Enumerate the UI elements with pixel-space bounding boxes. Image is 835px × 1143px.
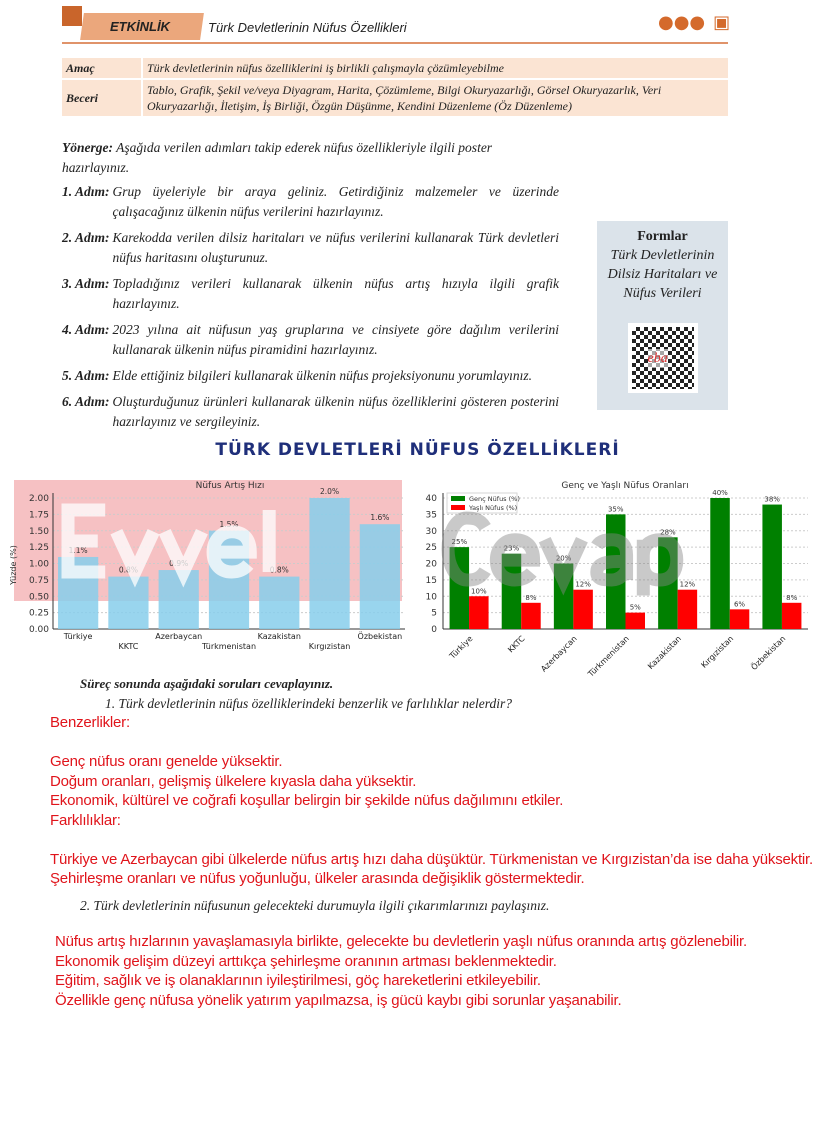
y-tick-label: 1.50 (28, 526, 49, 537)
x-tick-label: Türkmenistan (586, 634, 631, 679)
step-label: 6. Adım: (62, 394, 110, 409)
row-value: Türk devletlerinin nüfus özelliklerini iş birlikli çalışmayla çözümleyebilme (142, 58, 728, 79)
x-tick-label: Azerbaycan (155, 632, 203, 641)
data-label: 6% (733, 600, 746, 609)
data-label: 8% (786, 593, 798, 602)
data-label: 25% (451, 538, 468, 547)
presentation-icon: ▣ (713, 12, 731, 33)
x-tick-label: Özbekistan (357, 632, 403, 641)
data-label: 12% (575, 580, 591, 589)
y-tick-label: 10 (425, 592, 437, 603)
step-text: Elde ettiğiniz bilgileri kullanarak ülkenin nüfus projeksiyonunu yorumlayınız. (112, 368, 532, 383)
step-label: 5. Adım: (62, 368, 110, 383)
data-label: 0.8% (118, 565, 138, 575)
row-value: Tablo, Grafik, Şekil ve/veya Diyagram, Harita, Çözümleme, Bilgi Okuryazarlığı, Görsel Okuryazarlık, Veri Okuryazarlığı, İletişim, İş Birliği, Özgün Düşünme, Kendini Düzenleme (Öz Düzenleme) (142, 79, 728, 117)
y-axis-label: Yüzde (%) (9, 545, 18, 585)
data-label: 40% (712, 489, 728, 497)
bar-old (521, 603, 541, 629)
data-label: 10% (471, 587, 487, 596)
step-item (62, 366, 559, 386)
x-tick-label: Kazakistan (257, 632, 301, 641)
answer-line: Özellikle genç nüfusa yönelik yatırım yapılmazsa, iş gücü kaybı gibi sorunlar yaşanabilir. (55, 991, 622, 1009)
table-row (62, 79, 728, 117)
row-key: Beceri (62, 79, 142, 117)
data-label: 28% (660, 528, 676, 537)
step-item (62, 320, 559, 360)
bar-old (678, 590, 698, 629)
step-item (62, 228, 559, 268)
bar (159, 570, 199, 629)
y-tick-label: 0.25 (28, 608, 49, 619)
data-label: 1.6% (370, 513, 390, 523)
data-label: 12% (679, 580, 696, 589)
step-text: Oluşturduğunuz ürünleri kullanarak ülkenin nüfus özelliklerini gösteren posterini hazırlayınız ve sergileyiniz. (112, 394, 559, 429)
y-tick-label: 0.75 (28, 575, 49, 586)
chart-title: Nüfus Artış Hızı (195, 481, 265, 491)
x-tick-label: Türkiye (447, 634, 475, 661)
x-tick-label: Özbekistan (749, 634, 788, 672)
y-tick-label: 30 (425, 526, 437, 537)
data-label: 5% (629, 603, 641, 612)
bar-young (710, 498, 730, 629)
watermark-glyph (496, 540, 533, 580)
question-1: 1. Türk devletlerinin nüfus özelliklerindeki benzerlik ve farlılıklar nelerdir? (105, 696, 513, 711)
data-label: 8% (525, 593, 537, 602)
answer-line (50, 830, 813, 850)
header-accent-square (62, 6, 82, 26)
bar-old (730, 609, 750, 629)
table-row (62, 58, 728, 79)
bar (259, 577, 299, 629)
qr-resource-box (597, 221, 728, 410)
step-item (62, 182, 559, 222)
answer-line: Eğitim, sağlık ve iş olanaklarının iyileştirilmesi, göç hareketlerini etkileyebilir. (55, 972, 541, 989)
answer-2 (55, 932, 747, 1010)
y-tick-label: 35 (425, 510, 437, 521)
bar-old (469, 596, 489, 629)
y-tick-label: 5 (431, 608, 437, 619)
answer-line: Benzerlikler: (50, 714, 130, 731)
formlar-title: Formlar (637, 229, 688, 244)
answer-line: Doğum oranları, gelişmiş ülkelere kıyasla daha yüksektir. (50, 772, 417, 790)
steps-list (62, 182, 559, 438)
y-tick-label: 0.00 (28, 625, 49, 635)
step-label: 1. Adım: (62, 184, 110, 199)
bar-young (762, 505, 782, 629)
data-label: 1.1% (68, 545, 88, 555)
answer-line: Türkiye ve Azerbaycan gibi ülkelerde nüfus artış hızı daha düşüktür. Türkmenistan ve Kırgızistan’da ise daha yüksektir. (50, 850, 813, 868)
bar-old (626, 613, 646, 629)
data-label: 23% (503, 544, 520, 553)
legend-swatch (451, 505, 465, 510)
directive-label: Yönerge: (62, 140, 113, 155)
qr-code[interactable] (628, 323, 698, 393)
answer-line: Ekonomik, kültürel ve coğrafi koşullar belirgin bir şekilde nüfus dağılımını etkiler. (50, 792, 564, 809)
watermark-glyph (213, 532, 250, 572)
y-tick-label: 1.00 (28, 559, 49, 570)
step-text: Karekodda verilen dilsiz haritaları ve nüfus verilerini kullanarak Türk devletleri nüfus haritasını oluşturunuz. (112, 230, 559, 265)
x-tick-label: KKTC (506, 634, 527, 655)
x-tick-label: Kırgızistan (308, 642, 351, 651)
step-label: 2. Adım: (62, 230, 110, 245)
bar (309, 498, 349, 629)
data-label: 0.9% (169, 559, 189, 569)
step-text: Grup üyeleriyle bir araya geliniz. Getirdiğiniz malzemeler ve üzerinde çalışacağınız ülkenin nüfus verilerini hazırlayınız. (112, 184, 559, 219)
data-label: 20% (555, 554, 572, 563)
bar-old (573, 590, 593, 629)
step-label: 4. Adım: (62, 322, 110, 337)
step-label: 3. Adım: (62, 276, 110, 291)
data-label: 1.5% (219, 519, 239, 529)
answer-line: Farklılıklar: (50, 811, 121, 829)
y-tick-label: 0 (431, 625, 437, 635)
question-2: 2. Türk devletlerinin nüfusunun gelecekteki durumuyla ilgili çıkarımlarınızı paylaşınız. (80, 898, 550, 913)
x-tick-label: Azerbaycan (539, 634, 579, 674)
activity-title: Türk Devletlerinin Nüfus Özellikleri (208, 20, 407, 35)
formlar-text: Türk Devletlerinin Dilsiz Haritaları ve Nüfus Verileri (607, 248, 718, 301)
legend-label: Yaşlı Nüfus (%) (469, 504, 518, 512)
data-label: 35% (607, 505, 624, 514)
bar (108, 577, 148, 629)
answer-1 (50, 713, 813, 889)
y-tick-label: 1.25 (28, 543, 49, 554)
data-label: 38% (764, 495, 780, 504)
x-tick-label: Kırgızistan (699, 634, 736, 670)
step-item (62, 274, 559, 314)
y-tick-label: 25 (425, 543, 437, 554)
answer-line: Şehirleşme oranları ve nüfus yoğunluğu, ülkeler arasında değişiklik göstermektedir. (50, 870, 585, 887)
questions-intro: Süreç sonunda aşağıdaki soruları cevaplayınız. (80, 676, 334, 691)
step-text: Topladığınız verileri kullanarak ülkenin nüfus artış hızıyla ilgili grafik hazırlayınız. (112, 276, 559, 311)
charts (0, 470, 835, 685)
y-tick-label: 0.50 (28, 592, 49, 603)
group-icon: ●●● (658, 12, 706, 33)
bar-old (782, 603, 802, 629)
answer-line: Ekonomik gelişim düzeyi arttıkça şehirleşme oranının artması beklenmektedir. (55, 952, 557, 970)
y-tick-label: 15 (425, 575, 437, 586)
answer-line (50, 733, 813, 753)
bar (360, 524, 400, 629)
qr-logo: eba (647, 351, 668, 366)
activity-tag: ETKİNLİK (110, 19, 170, 34)
x-tick-label: Kazakistan (646, 634, 684, 671)
y-tick-label: 20 (425, 559, 437, 570)
directive (62, 138, 562, 178)
x-tick-label: KKTC (118, 642, 139, 651)
x-tick-label: Türkmenistan (201, 642, 257, 651)
x-tick-label: Türkiye (63, 632, 93, 641)
answer-line: Nüfus artış hızlarının yavaşlamasıyla birlikte, gelecekte bu devletlerin yaşlı nüfus oranında artış gözlenebilir. (55, 933, 747, 950)
legend-label: Genç Nüfus (%) (469, 495, 520, 503)
chart-title: Genç ve Yaşlı Nüfus Oranları (561, 481, 689, 491)
y-tick-label: 2.00 (28, 494, 49, 504)
y-tick-label: 40 (425, 494, 437, 504)
row-key: Amaç (62, 58, 142, 79)
watermark-glyph (597, 540, 627, 580)
step-text: 2023 yılına ait nüfusun yaş gruplarına ve cinsiyete göre dağılım verilerini kullanarak ülkenin nüfus piramidini hazırlayınız. (112, 322, 559, 357)
header-divider (62, 42, 728, 44)
legend-swatch (451, 496, 465, 501)
step-item (62, 392, 559, 432)
data-label: 0.8% (269, 565, 289, 575)
directive-text: Aşağıda verilen adımları takip ederek nüfus özellikleriyle ilgili poster hazırlayınız. (62, 140, 493, 175)
y-tick-label: 1.75 (28, 510, 49, 521)
poster-title: TÜRK DEVLETLERİ NÜFUS ÖZELLİKLERİ (215, 440, 620, 460)
data-label: 2.0% (320, 487, 340, 496)
objective-table (62, 58, 728, 118)
answer-line: Genç nüfus oranı genelde yüksektir. (50, 753, 283, 770)
